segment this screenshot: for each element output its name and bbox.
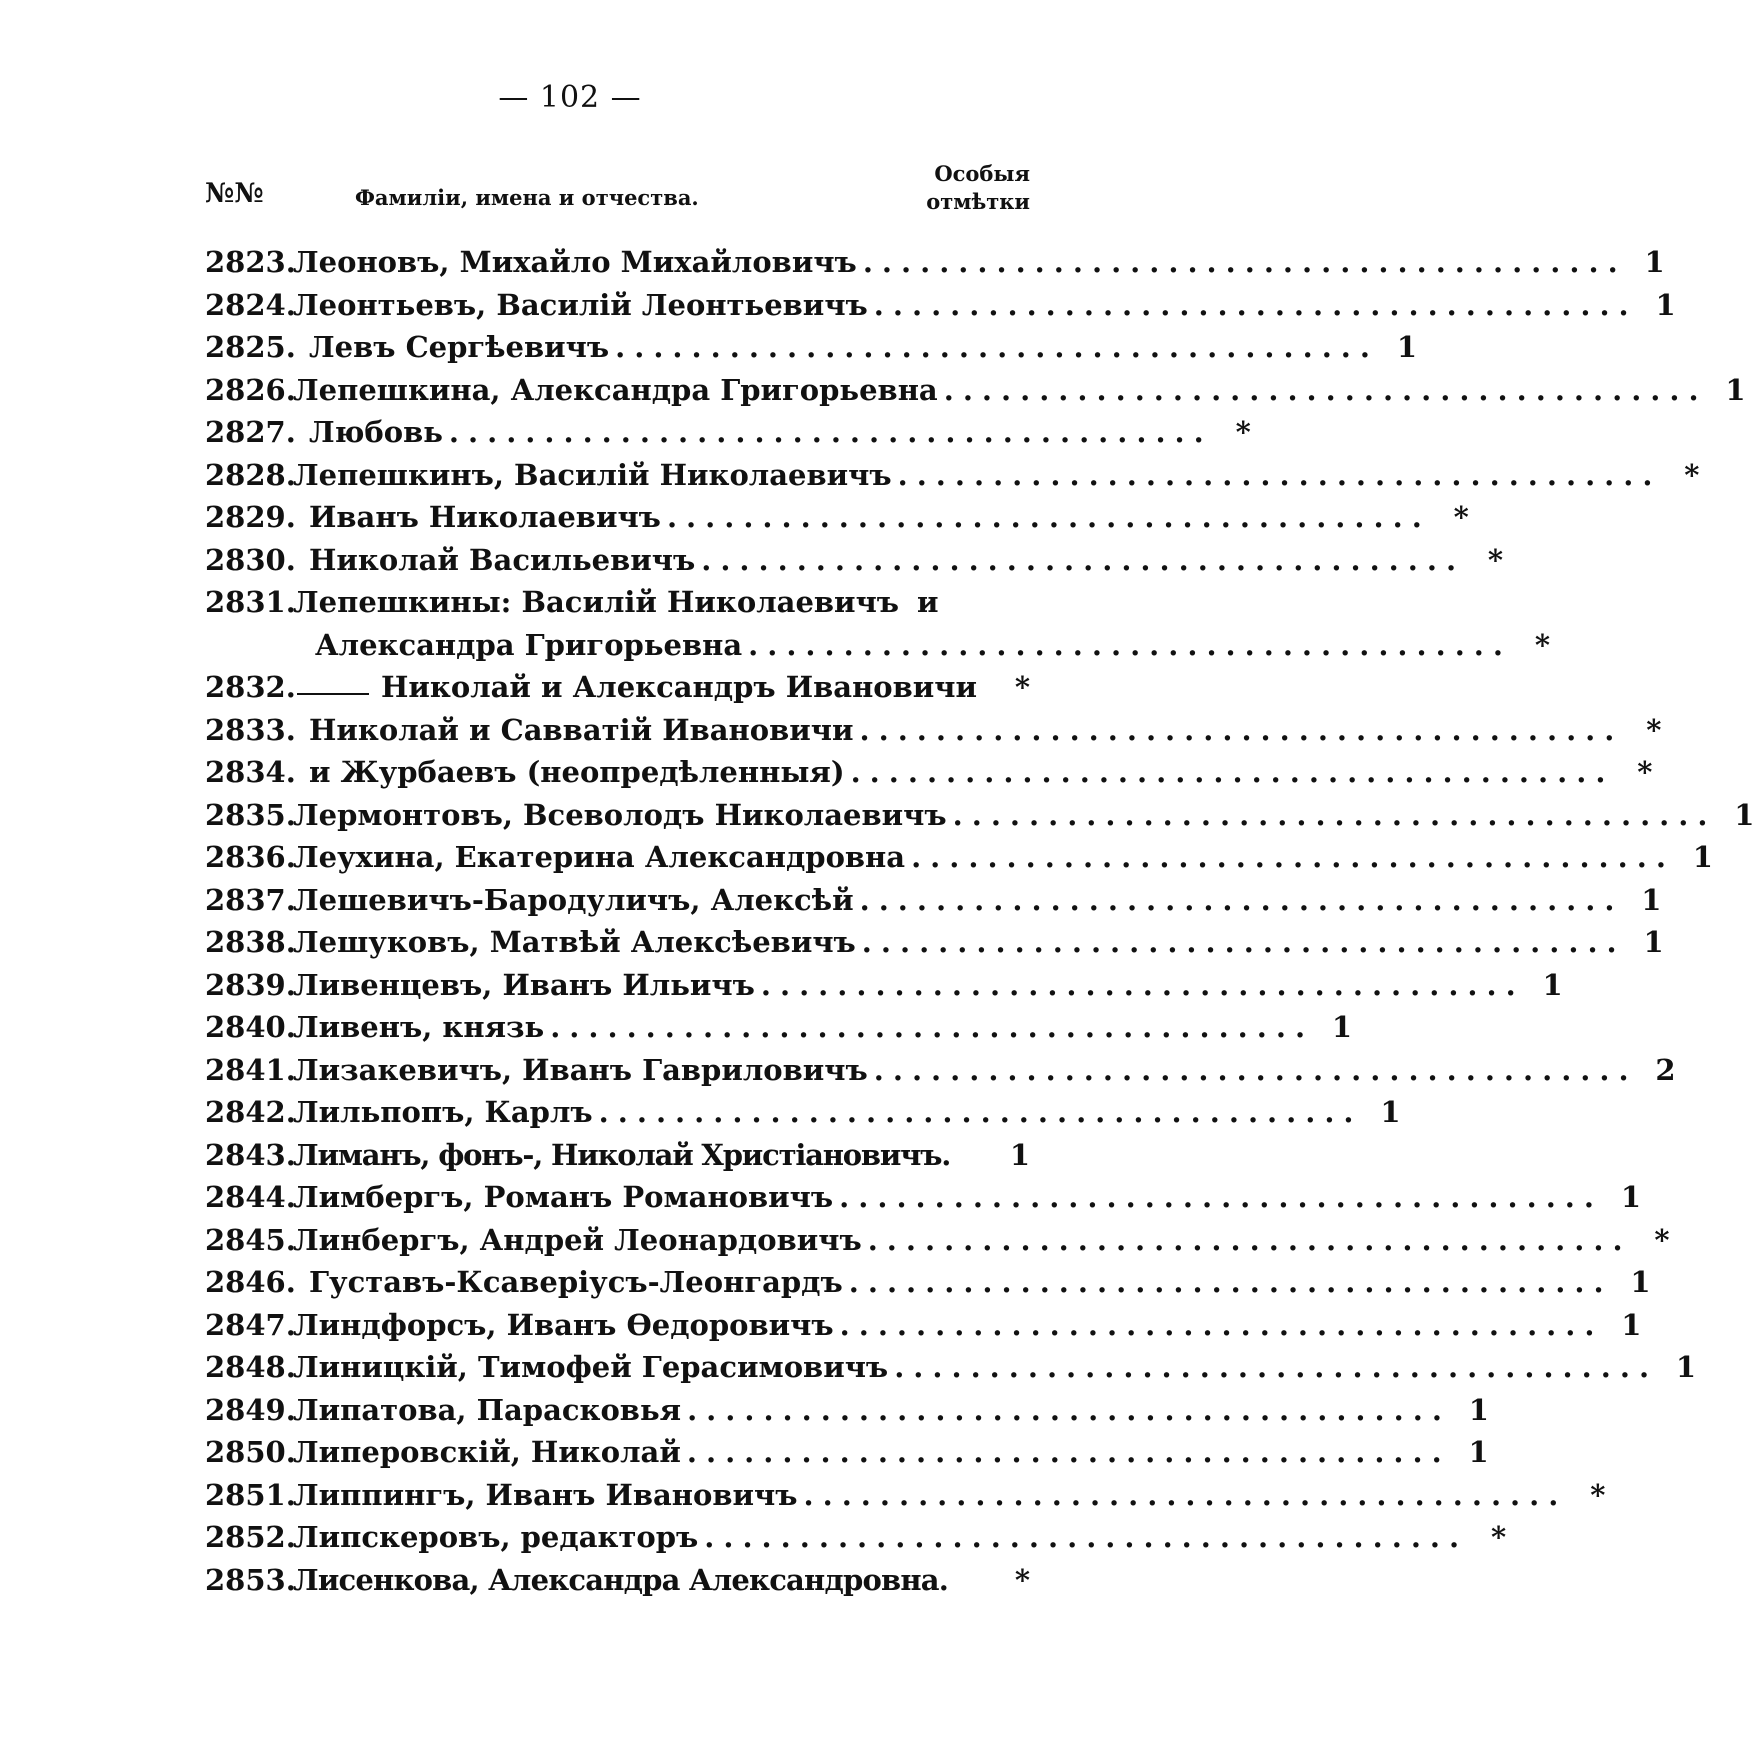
entry-number: 2828. — [205, 457, 296, 492]
entry-mark: 1 — [1675, 1350, 1697, 1384]
list-item — [205, 1180, 1642, 1223]
entry-number: 2851. — [205, 1477, 296, 1512]
entry-mark: * — [1014, 670, 1030, 704]
list-item — [205, 1222, 1670, 1266]
list-item — [205, 245, 1665, 288]
leader-dots: ........................................ — [873, 287, 1638, 322]
entry-mark: 1 — [1620, 1180, 1642, 1214]
header-marks-line1: Особыя — [934, 161, 1030, 186]
entry-number: 2844. — [205, 1180, 296, 1214]
entry-number: 2853. — [205, 1562, 296, 1597]
leader-dots: ........................................ — [859, 712, 1624, 747]
entry-name: Лешуковъ, Матвѣй Алексѣевичъ — [293, 925, 856, 959]
leader-dots: ........................................ — [861, 925, 1626, 959]
leader-dots: ........................................ — [748, 627, 1512, 662]
entry-mark: 1 — [1641, 882, 1662, 917]
leader-dots: ........................................ — [839, 1307, 1604, 1342]
list-item — [205, 372, 1746, 416]
entry-number: 2826. — [205, 372, 296, 407]
leader-dots: ........................................ — [943, 372, 1708, 407]
entry-name: Лешевичъ-Бародуличъ, Алексѣй — [293, 882, 854, 917]
entry-number: 2824. — [205, 287, 296, 322]
list-item — [205, 287, 1676, 331]
entry-mark: 1 — [1725, 372, 1746, 407]
entry-name: Лимбергъ, Романъ Романовичъ — [293, 1180, 834, 1214]
leader-dots: ........................................ — [704, 1520, 1469, 1554]
entry-mark: * — [1590, 1477, 1606, 1512]
entry-name: Липеровскій, Николай — [293, 1435, 681, 1469]
leader-dots: ........................................ — [550, 1010, 1315, 1044]
entry-mark: 2 — [1655, 1052, 1676, 1087]
entry-name: Николай и Савватій Ивановичи — [309, 712, 854, 747]
list-item — [205, 415, 1251, 458]
entry-mark: * — [1487, 542, 1504, 577]
list-item — [205, 1563, 1030, 1606]
entry-name: Николай и Александръ Ивановичи — [381, 670, 978, 704]
list-item — [205, 755, 1653, 798]
entry-mark: * — [1534, 627, 1550, 662]
list-item — [205, 1052, 1676, 1096]
entry-mark: 1 — [1009, 1137, 1030, 1172]
entry-trailing-word: и — [917, 585, 939, 619]
list-item — [205, 585, 1030, 628]
list-item — [205, 967, 1563, 1011]
leader-dots: ........................................ — [850, 755, 1615, 789]
list-item — [205, 1350, 1697, 1393]
entry-mark: 1 — [1621, 1307, 1642, 1342]
header-names-column: Фамиліи, имена и отчества. — [355, 185, 699, 210]
leader-dots: ........................................ — [687, 1392, 1451, 1427]
entry-name: Липатова, Парасковья — [293, 1392, 682, 1427]
entry-name: Густавъ-Ксаверіусъ-Леонгардъ — [309, 1265, 843, 1299]
entry-number: 2847. — [205, 1307, 296, 1342]
leader-dots: ........................................ — [848, 1265, 1613, 1299]
entry-name: Иванъ Николаевичъ — [309, 500, 661, 534]
entry-number: 2848. — [205, 1350, 296, 1384]
entry-number: 2839. — [205, 967, 296, 1002]
entry-number: 2849. — [205, 1392, 296, 1427]
entry-name: Лермонтовъ, Всеволодъ Николаевичъ — [293, 797, 947, 832]
entry-number: 2845. — [205, 1222, 296, 1257]
entry-number: 2834. — [205, 755, 296, 789]
entry-name: Лепешкины: Василій Николаевичъ — [293, 585, 900, 619]
list-item — [205, 1520, 1507, 1563]
entry-number: 2840. — [205, 1010, 296, 1044]
entry-name: Линдфорсъ, Иванъ Өедоровичъ — [293, 1307, 834, 1342]
entry-mark: 1 — [1630, 1265, 1651, 1299]
entry-name: Лильпопъ, Карлъ — [293, 1095, 593, 1129]
header-marks-column — [920, 160, 1030, 216]
list-item — [205, 457, 1700, 501]
entry-name: Лисенкова, Александра Александровна. — [293, 1562, 949, 1597]
entry-number: 2833. — [205, 712, 296, 747]
entry-mark: 1 — [1468, 1435, 1489, 1469]
entry-number: 2846. — [205, 1265, 296, 1299]
list-item — [205, 712, 1662, 756]
entry-name: Леухина, Екатерина Александровна — [293, 840, 906, 874]
entry-number: 2850. — [205, 1435, 296, 1469]
entry-mark: * — [1014, 1562, 1030, 1597]
leader-dots: ........................................ — [894, 1350, 1659, 1384]
entry-mark: * — [1654, 1222, 1670, 1257]
entry-number: 2843. — [205, 1137, 296, 1172]
entry-mark: 1 — [1644, 245, 1665, 279]
entry-mark: 1 — [1692, 840, 1713, 874]
list-item — [205, 1265, 1651, 1308]
leader-dots: ........................................ — [701, 542, 1466, 577]
leader-dots: ........................................ — [873, 1052, 1638, 1087]
page-number: — 102 — — [498, 80, 642, 115]
leader-dots: ........................................ — [867, 1222, 1632, 1257]
entry-mark: 1 — [1643, 925, 1664, 959]
column-header — [205, 160, 1030, 230]
entry-mark: * — [1490, 1520, 1507, 1554]
entry-mark: 1 — [1542, 967, 1563, 1002]
leader-dots: ........................................ — [862, 245, 1627, 279]
entry-name: Николай Васильевичъ — [309, 542, 696, 577]
entry-continuation: Александра Григорьевна — [315, 627, 743, 662]
list-item — [205, 882, 1662, 926]
entry-mark: 1 — [1331, 1010, 1353, 1044]
leader-dots: ........................................ — [897, 457, 1662, 492]
leader-dots: ........................................ — [839, 1180, 1604, 1214]
entry-number: 2830. — [205, 542, 296, 577]
entry-name: Липпингъ, Иванъ Ивановичъ — [293, 1477, 798, 1512]
entry-mark: 1 — [1468, 1392, 1489, 1427]
leader-dots: ........................................ — [615, 330, 1379, 364]
entry-mark: * — [1235, 415, 1251, 449]
entry-name: Линбергъ, Андрей Леонардовичъ — [293, 1222, 862, 1257]
entry-name: Лиманъ, фонъ-, Николай Христіановичъ. — [293, 1137, 951, 1172]
entry-mark: * — [1684, 457, 1700, 492]
entry-number: 2837. — [205, 882, 296, 917]
leader-dots: ........................................ — [911, 840, 1675, 874]
entry-mark: * — [1646, 712, 1662, 747]
entry-name: Любовь — [309, 415, 443, 449]
list-item — [205, 670, 1030, 713]
list-item — [205, 1307, 1642, 1351]
entry-mark: 1 — [1380, 1095, 1401, 1129]
leader-dots: ........................................ — [803, 1477, 1568, 1512]
entry-number: 2823. — [205, 245, 296, 279]
entry-number: 2842. — [205, 1095, 296, 1129]
entry-name: Ливенъ, князь — [293, 1010, 545, 1044]
entry-name: Лепешкина, Александра Григорьевна — [293, 372, 938, 407]
entry-number: 2841. — [205, 1052, 296, 1087]
list-item — [205, 1138, 1030, 1181]
list-item — [205, 542, 1504, 586]
leader-dots: ........................................ — [448, 415, 1213, 449]
entry-name: Левъ Сергѣевичъ — [309, 330, 610, 364]
entry-mark: 1 — [1396, 330, 1417, 364]
list-item — [205, 797, 1754, 841]
entry-name: Ливенцевъ, Иванъ Ильичъ — [293, 967, 755, 1002]
entry-name: Лепешкинъ, Василій Николаевичъ — [293, 457, 892, 492]
entry-mark: * — [1453, 500, 1469, 534]
entry-number: 2825. — [205, 330, 296, 364]
entry-name: Линицкій, Тимофей Герасимовичъ — [293, 1350, 889, 1384]
leader-dots: ........................................ — [686, 1435, 1451, 1469]
leader-dots: ........................................ — [760, 967, 1525, 1002]
ditto-dash — [297, 693, 369, 695]
list-item — [205, 1095, 1401, 1138]
entry-number: 2829. — [205, 500, 296, 534]
entry-mark: * — [1637, 755, 1653, 789]
entry-number: 2852. — [205, 1520, 296, 1554]
entry-number: 2827. — [205, 415, 296, 449]
entry-number: 2831. — [205, 585, 296, 619]
list-item — [205, 1435, 1489, 1478]
leader-dots: ........................................ — [598, 1095, 1363, 1129]
entry-list — [205, 245, 1754, 1605]
entry-number: 2838. — [205, 925, 296, 959]
list-item — [205, 627, 1550, 671]
entry-number: 2836. — [205, 840, 296, 874]
entry-name: Леоновъ, Михайло Михайловичъ — [293, 245, 857, 279]
list-item — [205, 500, 1469, 543]
entry-number: 2835. — [205, 797, 296, 832]
entry-mark: 1 — [1734, 797, 1754, 832]
list-item — [205, 1392, 1489, 1436]
list-item — [205, 1010, 1353, 1053]
list-item — [205, 1477, 1606, 1521]
entry-name: и Журбаевъ (неопредѣленныя) — [309, 755, 845, 789]
entry-number: 2832. — [205, 670, 296, 704]
entry-name: Лизакевичъ, Иванъ Гавриловичъ — [293, 1052, 868, 1087]
leader-dots: ........................................ — [666, 500, 1431, 534]
entry-name: Липскеровъ, редакторъ — [293, 1520, 699, 1554]
leader-dots: ........................................ — [859, 882, 1624, 917]
list-item — [205, 840, 1713, 883]
list-item — [205, 330, 1417, 373]
leader-dots: ........................................ — [952, 797, 1717, 832]
entry-mark: 1 — [1655, 287, 1676, 322]
entry-name: Леонтьевъ, Василій Леонтьевичъ — [293, 287, 868, 322]
list-item — [205, 925, 1664, 968]
header-marks-line2: отмѣтки — [926, 189, 1030, 214]
header-number-column: №№ — [205, 178, 264, 209]
